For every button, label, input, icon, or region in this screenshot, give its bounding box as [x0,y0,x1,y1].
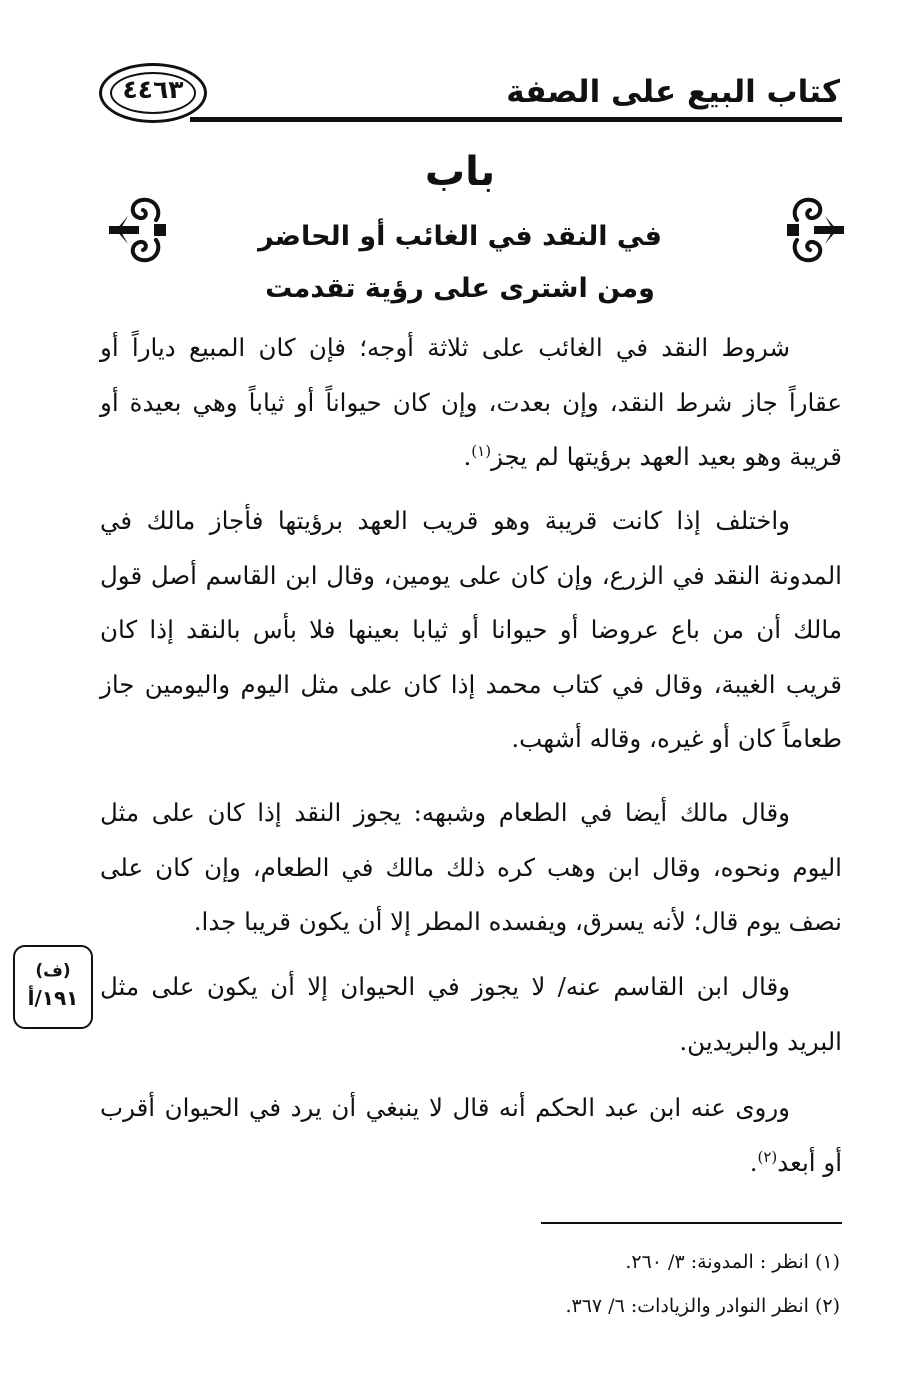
page-number: ٤٤٦٣ [122,75,184,104]
paragraph-text: شروط النقد في الغائب على ثلاثة أوجه؛ فإن كان المبيع دياراً أو عقاراً جاز شرط النقد، وإن بعدت، وإن كان حيواناً أو ثياباً وهي بعيدة أو قريبة وهو بعيد العهد برؤيتها لم يجز [100,333,842,471]
footnote-1: (١) انظر : المدونة: ٣/ ٢٦٠. [625,1251,840,1273]
paragraph-5 [100,1081,842,1190]
page-number-badge [99,63,207,123]
paragraph-4 [100,960,842,1069]
sentence-end: . [749,1147,758,1177]
paragraph-text: وقال مالك أيضا في الطعام وشبهه: يجوز النقد إذا كان على مثل اليوم ونحوه، وقال ابن وهب كره ذلك مالك في الطعام، وإن كان على نصف يوم قال؛ لأنه يسرق، ويفسده المطر إلا أن يكون قريبا جدا. [100,798,842,936]
paragraph-text: وروى عنه ابن عبد الحكم أنه قال لا ينبغي أن يرد في الحيوان أقرب أو أبعد [100,1093,842,1177]
floral-ornament-icon [783,190,849,270]
footnote-ref: (٢) [757,1147,778,1166]
manuscript-folio-note [13,945,93,1029]
sentence-end: . [463,442,472,471]
chapter-title-line1: في النقد في الغائب أو الحاضر [258,221,662,252]
footnote-2: (٢) انظر النوادر والزيادات: ٦/ ٣٦٧. [565,1295,840,1317]
header-rule [190,117,842,122]
chapter-label: باب [424,149,496,195]
footnote-ref: (١) [471,441,492,460]
running-title: كتاب البيع على الصفة [506,74,840,110]
chapter-title-line2: ومن اشترى على رؤية تقدمت [265,273,655,304]
paragraph-text: وقال ابن القاسم عنه/ لا يجوز في الحيوان إلا أن يكون على مثل البريد والبريدين. [100,972,842,1056]
paragraph-3 [100,786,842,950]
paragraph-2 [100,494,842,767]
folio-number: ١٩١/أ [27,986,79,1010]
floral-ornament-icon [104,190,170,270]
paragraph-text: واختلف إذا كانت قريبة وهو قريب العهد برؤيتها فأجاز مالك في المدونة النقد في الزرع، وإن كان على يومين، وقال ابن القاسم أصل قول مالك أن من باع عروضا أو حيوانا أو ثيابا بعينها فلا بأس بالنقد إذا كان قريب الغيبة، وقال في كتاب محمد إذا كان على مثل اليوم واليومين جاز طعاماً كان أو غيره، وقاله أشهب. [100,506,842,753]
paragraph-1 [100,321,842,485]
folio-label: (ف) [35,961,71,981]
footnote-rule [541,1222,842,1224]
